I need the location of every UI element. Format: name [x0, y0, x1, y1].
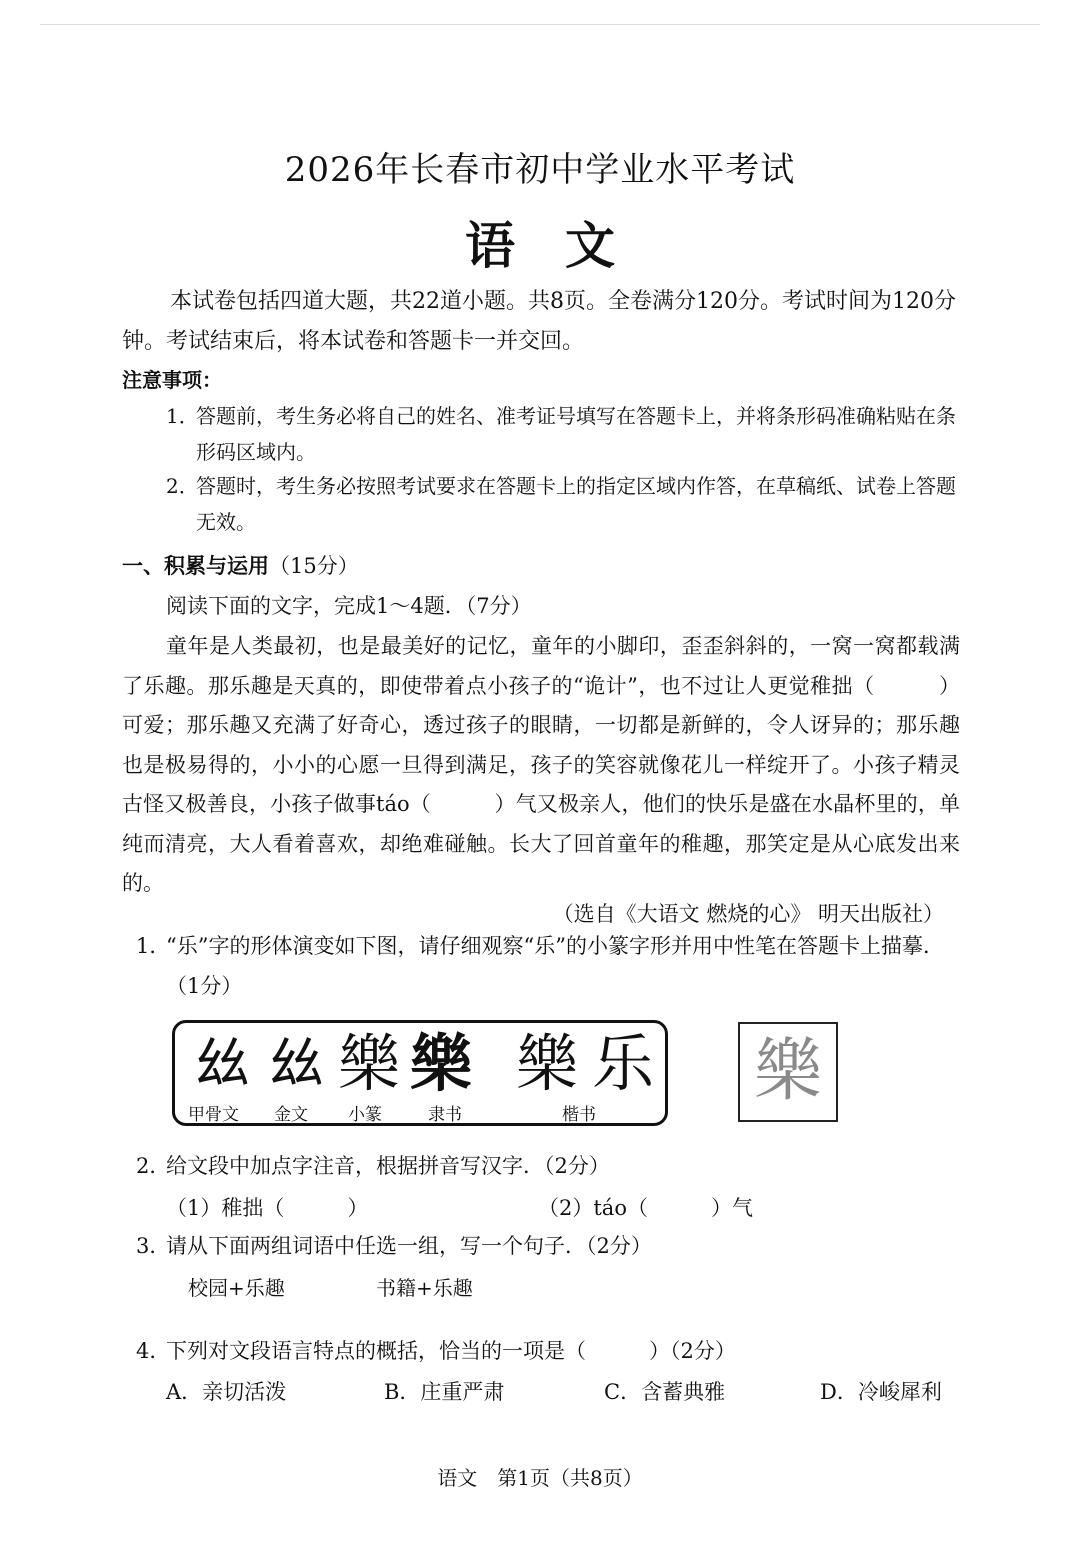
- question-number: 1．: [136, 934, 171, 958]
- tracing-box: [738, 1022, 838, 1122]
- note-text: 答题时，考生务必按照考试要求在答题卡上的指定区域内作答，在草稿纸、试卷上答题无效。: [196, 474, 956, 534]
- question-text: 请从下面两组词语中任选一组，写一个句子．（2分）: [166, 1234, 652, 1258]
- q3-option-1: 校园+乐趣: [188, 1276, 285, 1300]
- subject-title: 语文: [465, 216, 665, 275]
- notes-heading: 注意事项：: [122, 368, 222, 392]
- question-3: [136, 1226, 966, 1266]
- exam-intro: 本试卷包括四道大题，共22道小题。共8页。全卷满分120分。考试时间为120分钟。考试结束后，将本试卷和答题卡一并交回。: [122, 289, 956, 354]
- section-points: （15分）: [269, 554, 359, 578]
- label-clerical: 隶书: [428, 1105, 462, 1125]
- section-title: 一、积累与运用: [122, 554, 269, 578]
- label-seal: 小篆: [348, 1105, 382, 1125]
- exam-title: 2026年长春市初中学业水平考试: [284, 150, 796, 190]
- question-text: 给文段中加点字注音，根据拼音写汉字．（2分）: [166, 1154, 610, 1178]
- section-heading: [122, 550, 359, 580]
- q4-option-b: B．庄重严肃: [384, 1380, 505, 1404]
- glyph-regular-traditional: 樂: [516, 1027, 579, 1100]
- question-number: 2．: [136, 1154, 171, 1178]
- label-bronze: 金文: [274, 1105, 308, 1125]
- q4-option-c: C．含蓄典雅: [604, 1380, 726, 1404]
- label-regular: 楷书: [562, 1105, 596, 1125]
- question-1: [136, 926, 966, 1006]
- top-divider: [40, 24, 1040, 25]
- glyph-oracle: 𢆶: [196, 1032, 250, 1095]
- note-item-1: [166, 398, 960, 470]
- tracing-character: 樂: [753, 1032, 822, 1111]
- question-2: [136, 1146, 966, 1186]
- reading-instruction: 阅读下面的文字，完成1～4题．（7分）: [166, 594, 532, 618]
- glyph-bronze: 𢆶: [270, 1032, 324, 1095]
- reading-passage: 童年是人类最初，也是最美好的记忆，童年的小脚印，歪歪斜斜的，一窝一窝都载满了乐趣。那乐趣是天真的，即使带着点小孩子的“诡计”，也不过让人更觉稚拙（ ）可爱；那乐趣又充满了好奇心，透过孩子的眼睛，一切都是新鲜的，令人讶异的；那乐趣也是极易得的，小小的心愿一旦得到满足，孩子的笑容就像花儿一样绽开了。小孩子精灵古怪又极善良，小孩子做事táo（ ）气又极亲人，他们的快乐是盛在水晶杯里的，单纯而清亮，大人看着喜欢，却绝难碰触。长大了回首童年的稚趣，那笑定是从心底发出来的。: [122, 634, 960, 895]
- note-item-2: [166, 468, 960, 540]
- question-number: 4．: [136, 1339, 171, 1363]
- q2-sub-2: （2）táo（ ）气: [538, 1196, 753, 1220]
- glyph-regular-simplified: 乐: [592, 1027, 655, 1100]
- passage-source: （选自《大语文 燃烧的心》 明天出版社）: [552, 902, 944, 926]
- note-number: 1．: [166, 404, 199, 428]
- question-text: “乐”字的形体演变如下图，请仔细观察“乐”的小篆字形并用中性笔在答题卡上描摹．（1分）: [166, 934, 944, 998]
- question-number: 3．: [136, 1234, 171, 1258]
- page-footer: 语文 第1页（共8页）: [437, 1466, 643, 1490]
- label-oracle: 甲骨文: [188, 1105, 239, 1125]
- glyph-seal: 樂: [338, 1027, 401, 1100]
- question-4: [136, 1331, 966, 1371]
- question-text: 下列对文段语言特点的概括，恰当的一项是（ ）（2分）: [166, 1339, 736, 1363]
- glyph-clerical: 樂: [410, 1027, 473, 1100]
- note-text: 答题前，考生务必将自己的姓名、准考证号填写在答题卡上，并将条形码准确粘贴在条形码区域内。: [196, 404, 956, 464]
- q4-option-a: A．亲切活泼: [166, 1380, 287, 1404]
- q3-option-2: 书籍+乐趣: [376, 1276, 473, 1300]
- note-number: 2．: [166, 474, 199, 498]
- q2-sub-1: （1）稚拙（ ）: [166, 1196, 369, 1220]
- q4-option-d: D．冷峻犀利: [820, 1380, 942, 1404]
